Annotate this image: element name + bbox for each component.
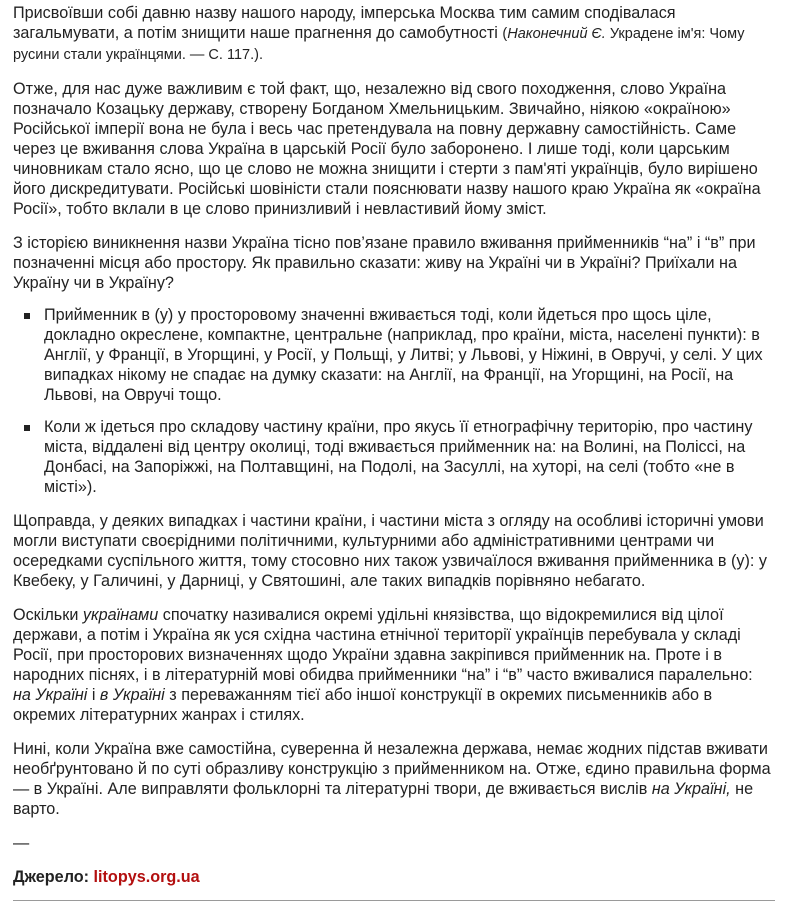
emphasis-na-ukraini: на Україні [13, 686, 88, 704]
prepositions-rules-list [13, 305, 775, 497]
source-label: Джерело: [13, 868, 94, 886]
paragraph-kozak-state: Отже, для нас дуже важливим є той факт, що, незалежно від свого походження, слово Україна позначало Козацьку державу, створену Богданом Хмельницьким. Звичайно, ніякою «окраїною» Російської імперії вона не була і весь час претендувала на повну державну самостійність. Саме через це вживання слова Україна в царській Росії було заборонено. І лише тоді, коли царським чиновникам стало ясно, що це слово не можна знищити і стерти з пам'яті українців, було вирішено його дискредитувати. Російські шовіністи стали пояснювати назву нашого краю Україна як «окраїна Росії», тобто вклали в це слово принизливий і невластивий йому зміст. [13, 80, 761, 218]
citation: (Наконечний Є. Украдене ім'я: Чому русини стали українцями. — С. 117.). [13, 26, 745, 63]
list-item: Прийменник в (у) у просторовому значенні вживається тоді, коли йдеться про щось ціле, докладно окреслене, компактне, центральне (наприклад, про країни, міста, населені пункти): в Англії, у Франції, в Угорщині, у Росії, у Польщі, у Литві; у Львові, у Ніжині, в Овручі, у селі. У цих випадках нікому не спадає на думку сказати: на Англії, на Франції, на Угорщині, на Росії, на Львові, на Овручі тощо. [13, 305, 775, 405]
list-item: Коли ж ідеться про складову частину країни, про якусь її етнографічну територію, про частину міста, віддалені від центру околиці, тоді вживається прийменник на: на Волині, на Поліссі, на Донбасі, на Запоріжжі, на Полтавщині, на Подолі, на Засуллі, на хуторі, на селі (тобто «не в місті»). [13, 417, 775, 497]
source-link[interactable]: litopys.org.ua [93, 868, 200, 886]
intro-text: Присвоївши собі давню назву нашого народу, імперська Москва тим самим сподівалася загальмувати, а потім знищити наше прагнення до самобутності [13, 4, 676, 42]
square-bullet-icon [24, 425, 30, 431]
paragraph-intro [13, 3, 775, 65]
emphasis-v-ukraini: в Україні [99, 686, 165, 704]
square-bullet-icon [24, 313, 30, 319]
citation-title: Украдене ім'я: Чому русини стали українцями. — С. 117. [13, 26, 745, 63]
paragraph-prepositions-question: З історією виникнення назви Україна тісно пов’язане правило вживання прийменників “на” і “в” при позначенні місця або простору. Як правильно сказати: живу на Україні чи в Україні? Приїхали на Україну чи в Україну? [13, 234, 756, 292]
emphasis-na-ukraini-phrase: на Україні, [651, 780, 731, 798]
paragraph-exceptions: Щоправда, у деяких випадках і частини країни, і частини міста з огляду на особливі історичні умови могли виступати своєрідними політичними, культурними або адміністративними центрами чи осередками суспільного життя, тому стосовно них також узвичаїлося вживання прийменника в (у): у Квебеку, у Галичині, у Дарниці, у Святошині, але таких випадків порівняно небагато. [13, 512, 767, 590]
citation-author: Наконечний Є. [507, 26, 606, 42]
separator-dash: — [13, 834, 30, 852]
paragraph-conclusion: Нині, коли Україна вже самостійна, суверенна й незалежна держава, немає жодних підстав вживати необґрунтовано й по суті образливу конструкцію з прийменником на. Отже, єдино правильна форма — в Україні. Але виправляти фольклорні та літературні твори, де вживається вислів на Україні, не варто. [13, 740, 771, 818]
paragraph-history-usage: Оскільки українами спочатку називалися окремі удільні князівства, що відокремилися від цілої держави, а потім і Україна як уся східна частина етнічної території українців перебувала у складі Росії, при просторових визначеннях щодо України здавна закріпився прийменник на. Проте і в народних піснях, і в літературній мові обидва прийменники “на” і “в” часто вживалися паралельно: на Україні і в Україні з переважанням тієї або іншої конструкції в окремих письменників або в окремих літературних жанрах і стилях. [13, 606, 753, 724]
source-line [13, 867, 775, 887]
emphasis-ukrainy: українами [82, 606, 159, 624]
